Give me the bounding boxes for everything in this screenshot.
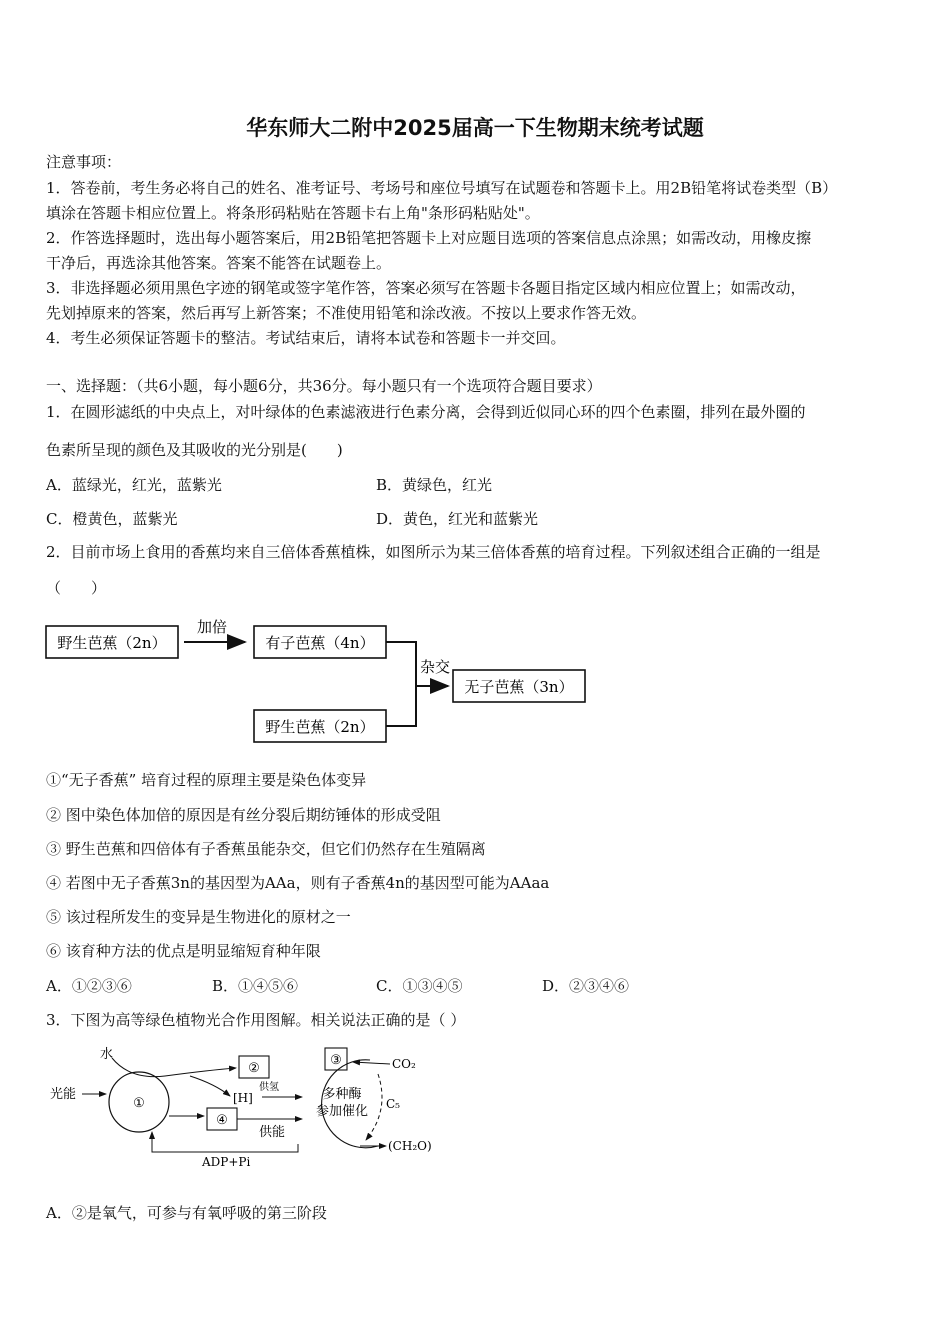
q2-statement: ⑥ 该育种方法的优点是明显缩短育种年限 — [46, 942, 321, 960]
adp-label: ADP+Pi — [202, 1155, 251, 1169]
question-3-stem: 3．下图为高等绿色植物光合作用图解。相关说法正确的是（ ） — [46, 1011, 466, 1029]
q1-option-c[interactable]: C．橙黄色，蓝紫光 — [46, 510, 178, 528]
energy-supply-label: 供能 — [259, 1125, 286, 1140]
circle-1-label: ① — [133, 1096, 145, 1111]
notice-line: 3．非选择题必须用黑色字迹的钢笔或签字笔作答，答案必须写在答题卡各题目指定区域内相应位置上；如需改动， — [46, 279, 806, 297]
notice-line: 1．答卷前，考生务必将自己的姓名、准考证号、考场号和座位号填写在试题卷和答题卡上。用2B铅笔将试卷类型（B） — [46, 179, 838, 197]
q2-option-b[interactable]: B．①④⑤⑥ — [212, 977, 299, 995]
notice-line: 填涂在答题卡相应位置上。将条形码粘贴在答题卡右上角"条形码粘贴处"。 — [46, 204, 540, 222]
q2-option-d[interactable]: D．②③④⑥ — [542, 977, 630, 995]
q2-statement: ② 图中染色体加倍的原因是有丝分裂后期纺锤体的形成受阻 — [46, 806, 441, 824]
box-seedless-banana-3n-label: 无子芭蕉（3n） — [464, 678, 574, 696]
notice-line: 4．考生必须保证答题卡的整洁。考试结束后，请将本试卷和答题卡一并交回。 — [46, 329, 566, 347]
question-2-stem: 2．目前市场上食用的香蕉均来自三倍体香蕉植株，如图所示为某三倍体香蕉的培育过程。下列叙述组合正确的一组是 — [46, 543, 821, 561]
q1-option-d[interactable]: D．黄色，红光和蓝紫光 — [376, 510, 539, 528]
question-1-stem: 1．在圆形滤纸的中央点上，对叶绿体的色素滤液进行色素分离，会得到近似同心环的四个色素圈，排列在最外圈的 — [46, 403, 806, 421]
box-2-label: ② — [248, 1061, 260, 1076]
section-heading: 一、选择题：（共6小题，每小题6分，共36分。每小题只有一个选项符合题目要求） — [46, 377, 602, 395]
q2-statement: ④ 若图中无子香蕉3n的基因型为AAa，则有子香蕉4n的基因型可能为AAaa — [46, 874, 550, 892]
notice-line: 干净后，再选涂其他答案。答案不能答在试题卷上。 — [46, 254, 392, 272]
co2-label: CO₂ — [392, 1057, 416, 1071]
c5-label: C₅ — [386, 1097, 400, 1111]
cross-label: 杂交 — [419, 658, 451, 676]
banana-breeding-diagram — [40, 608, 600, 748]
light-energy-label: 光能 — [50, 1087, 77, 1102]
doubling-label: 加倍 — [196, 618, 228, 636]
notice-line: 2．作答选择题时，选出每小题答案后，用2B铅笔把答题卡上对应题目选项的答案信息点涂黑；如需改动，用橡皮擦 — [46, 229, 812, 247]
notice-line: 先划掉原来的答案，然后再写上新答案；不准使用铅笔和涂改液。不按以上要求作答无效。 — [46, 304, 647, 322]
h-label: [H] — [233, 1091, 253, 1105]
q2-statement: ⑤ 该过程所发生的变异是生物进化的原材之一 — [46, 908, 351, 926]
to-h-arrow — [190, 1076, 230, 1096]
water-label: 水 — [100, 1047, 114, 1062]
question-1-stem-cont: 色素所呈现的颜色及其吸收的光分别是( ) — [46, 441, 343, 459]
ch2o-label: (CH₂O) — [388, 1139, 432, 1153]
h-supply-label: 供氢 — [259, 1082, 279, 1093]
enzyme-catalysis-label: 参加催化 — [315, 1104, 369, 1119]
box-4-label: ④ — [216, 1113, 228, 1128]
page-title: 华东师大二附中2025届高一下生物期末统考试题 — [246, 116, 704, 140]
question-2-stem-cont: （ ） — [46, 579, 107, 597]
cross-bracket — [386, 642, 416, 726]
q2-option-a[interactable]: A．①②③⑥ — [46, 977, 132, 995]
enzyme-label: 多种酶 — [322, 1087, 362, 1102]
photosynthesis-diagram — [40, 1040, 460, 1170]
q2-option-c[interactable]: C．①③④⑤ — [376, 977, 463, 995]
box-seeded-banana-4n-label: 有子芭蕉（4n） — [265, 634, 375, 652]
c5-dashed-arrow — [366, 1074, 382, 1140]
notice-heading: 注意事项： — [46, 153, 122, 171]
box-wild-banana-2n-label: 野生芭蕉（2n） — [57, 634, 167, 652]
box-3-label: ③ — [330, 1053, 342, 1068]
box-wild-banana-2n-second-label: 野生芭蕉（2n） — [265, 718, 375, 736]
q2-statement: ①“无子香蕉” 培育过程的原理主要是染色体变异 — [46, 771, 367, 789]
q2-statement: ③ 野生芭蕉和四倍体有子香蕉虽能杂交，但它们仍然存在生殖隔离 — [46, 840, 486, 858]
co2-arrow — [353, 1062, 390, 1064]
q1-option-a[interactable]: A．蓝绿光，红光，蓝紫光 — [46, 476, 222, 494]
q3-option-a[interactable]: A．②是氧气，可参与有氧呼吸的第三阶段 — [46, 1204, 327, 1222]
q1-option-b[interactable]: B．黄绿色，红光 — [376, 476, 493, 494]
